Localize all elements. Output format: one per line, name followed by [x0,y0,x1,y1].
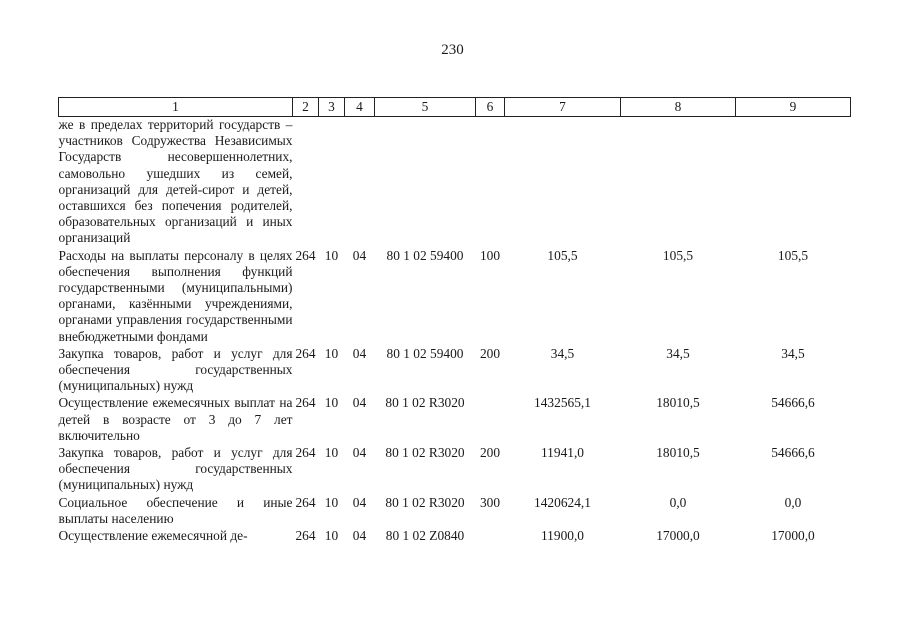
column-header: 7 [505,98,621,117]
row-ministry: 264 [295,395,316,411]
row-section: 10 [324,395,339,411]
row-article: 80 1 02 R3020 [385,494,465,510]
column-header: 9 [736,98,851,117]
row-value-8: 18010,5 [656,445,700,461]
row-value-7: 11941,0 [540,445,585,461]
column-header: 2 [293,98,319,117]
row-ministry: 264 [295,528,316,544]
row-value-7: 11900,0 [540,528,585,544]
row-subsection: 04 [352,395,367,411]
row-subsection: 04 [352,494,367,510]
row-subsection: 04 [352,445,367,461]
row-value-8: 0,0 [669,494,687,510]
row-value-9 [736,117,851,248]
row-ministry: 264 [295,445,316,461]
row-name: Расходы на выплаты персоналу в целях обеспечения выполнения функций государственными (муниципальными) органами, казёнными учреждениями, органами управления государственными внебюджетными фондами [58,247,293,344]
row-name: Осуществление ежемесячных выплат на детей в возрасте от 3 до 7 лет включительно [58,395,293,443]
row-name: Социальное обеспечение и иные выплаты населению [58,494,293,526]
row-ministry: 264 [295,247,316,263]
table-row [59,248,851,346]
row-value-9: 54666,6 [771,395,815,411]
row-value-9: 54666,6 [771,445,815,461]
column-header: 3 [319,98,345,117]
table-row [59,528,851,545]
row-section: 10 [324,494,339,510]
row-ministry: 264 [295,345,316,361]
row-expense-type: 200 [479,345,501,361]
row-name: Осуществление ежемесячной де- [58,528,248,544]
row-subsection: 04 [352,528,367,544]
row-value-7: 1420624,1 [534,494,591,510]
row-value-8: 105,5 [662,247,694,263]
row-article: 80 1 02 59400 [386,345,464,361]
column-header: 5 [375,98,476,117]
row-value-9: 105,5 [777,247,809,263]
row-value-7: 105,5 [547,247,578,263]
table-row [59,117,851,248]
table-body [59,117,851,546]
row-section [319,117,345,248]
row-article [375,117,476,248]
row-expense-type: 100 [479,247,501,263]
page-number: 230 [441,42,464,58]
row-value-7: 1432565,1 [534,395,591,411]
row-expense-type: 300 [479,494,501,510]
table-row [59,395,851,445]
row-value-9: 34,5 [781,345,805,361]
table-row [59,445,851,495]
row-name: Закупка товаров, работ и услуг для обеспечения государственных (муниципальных) нужд [58,445,293,493]
row-article: 80 1 02 59400 [386,247,464,263]
row-ministry: 264 [295,494,316,510]
row-name: же в пределах территорий государств – участников Содружества Независимых Государств несовершеннолетних, самовольно ушедших из семей, организаций для детей-сирот и детей, оставшихся без попечения родителей, образовательных организаций и иных организаций [58,117,293,246]
row-expense-type: 200 [479,445,501,461]
row-subsection [345,117,375,248]
row-expense-type [476,528,505,545]
table-header [59,98,851,117]
row-value-8: 18010,5 [656,395,700,411]
row-value-8: 17000,0 [656,528,700,544]
column-header: 6 [476,98,505,117]
row-name: Закупка товаров, работ и услуг для обеспечения государственных (муниципальных) нужд [58,345,293,394]
row-section: 10 [324,247,339,263]
row-value-7: 34,5 [550,345,575,361]
row-section: 10 [324,528,339,544]
row-section: 10 [324,345,339,361]
row-value-8: 34,5 [666,345,690,361]
budget-table [58,97,851,545]
row-article: 80 1 02 R3020 [385,395,465,411]
column-header: 8 [621,98,736,117]
row-article: 80 1 02 Z0840 [385,528,465,544]
row-value-8 [621,117,736,248]
row-subsection: 04 [352,247,367,263]
column-header: 1 [59,98,293,117]
row-value-9: 0,0 [784,494,802,510]
table-row [59,346,851,396]
table-row [59,495,851,528]
row-ministry [293,117,319,248]
row-section: 10 [324,445,339,461]
row-value-9: 17000,0 [771,528,815,544]
row-value-7 [505,117,621,248]
row-expense-type [476,117,505,248]
row-article: 80 1 02 R3020 [385,445,465,461]
column-header: 4 [345,98,375,117]
row-expense-type [476,395,505,445]
column-number-row [59,98,851,117]
row-subsection: 04 [352,345,367,361]
